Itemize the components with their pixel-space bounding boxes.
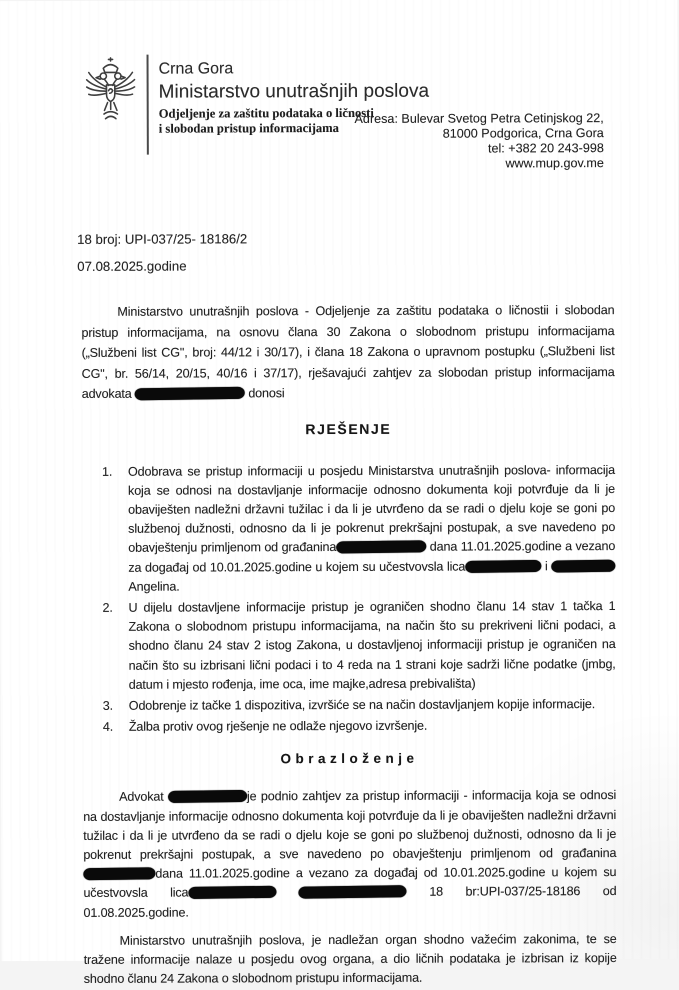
- resolution-item-3: [83, 695, 616, 716]
- redaction-bar: [168, 790, 247, 803]
- item-number: 3.: [103, 697, 113, 716]
- resolution-item-2: [82, 597, 615, 695]
- address-website: www.mup.gov.me: [355, 156, 604, 172]
- resolution-item-1: [82, 461, 615, 597]
- address-phone: tel: +382 20 243-998: [355, 141, 604, 157]
- redaction-bar: [551, 559, 615, 572]
- coat-of-arms-icon: [85, 57, 137, 133]
- explanation-paragraph-1: Advokat je podnio zahtjev za pristup informaciji - informacija koja se odnosi na dostavljanje informacije odnosno dokumenta koji potvrđuje da li je obaviješten nadležni državni tužilac i da li je utvrđeno da se radi o djelu koje se goni po službenoj dužnosti, odnosno da li je pokrenut prekršajni postupak, a sve navedeno po obavještenju primljenom od građaninadana 11.01.2025.godine a vezano za događaj od 10.01.2025.godine u kojem su učestvovsla lica 18 br:UPI-037/25-18186 od 01.08.2025.godine.: [83, 786, 616, 922]
- redaction-bar: [336, 541, 426, 554]
- item-text: Odobrenje iz tačke 1 dispozitiva, izvršiće se na način dostavljanjem kopije informacije.: [129, 697, 595, 713]
- redaction-bar: [299, 886, 407, 900]
- reference-date: 07.08.2025.godine: [77, 258, 247, 274]
- intro-paragraph: Ministarstvo unutrašnjih poslova - Odjeljenje za zaštitu podataka o ličnostii i slobodan pristup informacijama, na osnovu člana 30 Zakona o slobodnom pristupu informacijama („Službeni list CG", broj: 44/12 i 30/17), i člana 18 Zakona o upravnom postupku („Službeni list CG", br. 56/14, 20/15, 40/16 i 37/17), rješavajući zahtjev za slobodan pristup informacijama advokata donosi: [81, 300, 614, 404]
- item-text: U dijelu dostavljene informacije pristup je ograničen shodno članu 14 stav 1 tačka 1 Zakona o slobodnom pristupu informacijama, na način što su prekriveni lični podaci, a shodno članu 24 stav 2 istog Zakona, u dostavljenoj informaciji pristup je ograničen na način što su izbrisani lični podaci i to 4 reda na 1 strani koje sadrži lične podatke (jmbg, datum i mjesto rođenja, ime oca, ime majke,adresa prebivališta): [128, 599, 615, 692]
- item-text: Odobrava se pristup informaciji u posjedu Ministarstva unutrašnjih poslova- informacija koja se odnosi na dostavljanje informacije odnosno dokumenta koji potvrđuje da li je obaviješten nadležni državni tužilac i da li je utvrđeno da se radi o djelu koje se goni po službenoj dužnosti, odnosno da li je pokrenut prekršajni postupak, a sve navedeno po obavještenju primljenom od građanina dana 11.01.2025.godine a vezano za događaj od 10.01.2025.godine u kojem su učestvovsla lica i Angelina.: [128, 463, 615, 594]
- country-name: Crna Gora: [159, 60, 429, 79]
- reference-number: 18 broj: UPI-037/25- 18186/2: [77, 231, 247, 247]
- explanation-title: Obrazloženje: [83, 750, 616, 767]
- reference-block: [77, 231, 247, 274]
- redaction-bar: [135, 387, 245, 401]
- redaction-bar: [188, 886, 276, 899]
- address-city: 81000 Podgorica, Crna Gora: [355, 126, 604, 142]
- address-block: [354, 111, 603, 172]
- item-number: 2.: [102, 599, 112, 618]
- explanation-section: [83, 786, 617, 989]
- department-line-2: i slobodan pristup informacijama: [159, 121, 429, 137]
- document-body: [81, 300, 616, 989]
- resolution-items: [82, 461, 616, 738]
- address-street: Adresa: Bulevar Svetog Petra Cetinjskog 22,: [354, 111, 603, 127]
- redaction-bar: [83, 867, 155, 880]
- letterhead-divider: [147, 55, 149, 155]
- explanation-paragraph-2: Ministarstvo unutrašnjih poslova, je nadležan organ shodno važećim zakonima, te se tražene informacije nalaze u posjedu ovog organa, a dio ličnih podataka je izbrisan iz kopije shodno članu 24 Zakona o slobodnom pristupu informacijama.: [84, 930, 617, 989]
- item-number: 1.: [102, 462, 112, 481]
- resolution-item-4: [83, 716, 616, 737]
- item-number: 4.: [103, 718, 113, 737]
- item-text: Žalba protiv ovog rješenje ne odlaže njegovo izvršenje.: [129, 719, 427, 734]
- department-line-1: Odjeljenje za zaštitu podataka o ličnosti: [159, 106, 429, 122]
- redaction-bar: [465, 559, 541, 572]
- resolution-title: RJEŠENJE: [82, 420, 615, 438]
- ministry-name: Ministarstvo unutrašnjih poslova: [159, 81, 429, 104]
